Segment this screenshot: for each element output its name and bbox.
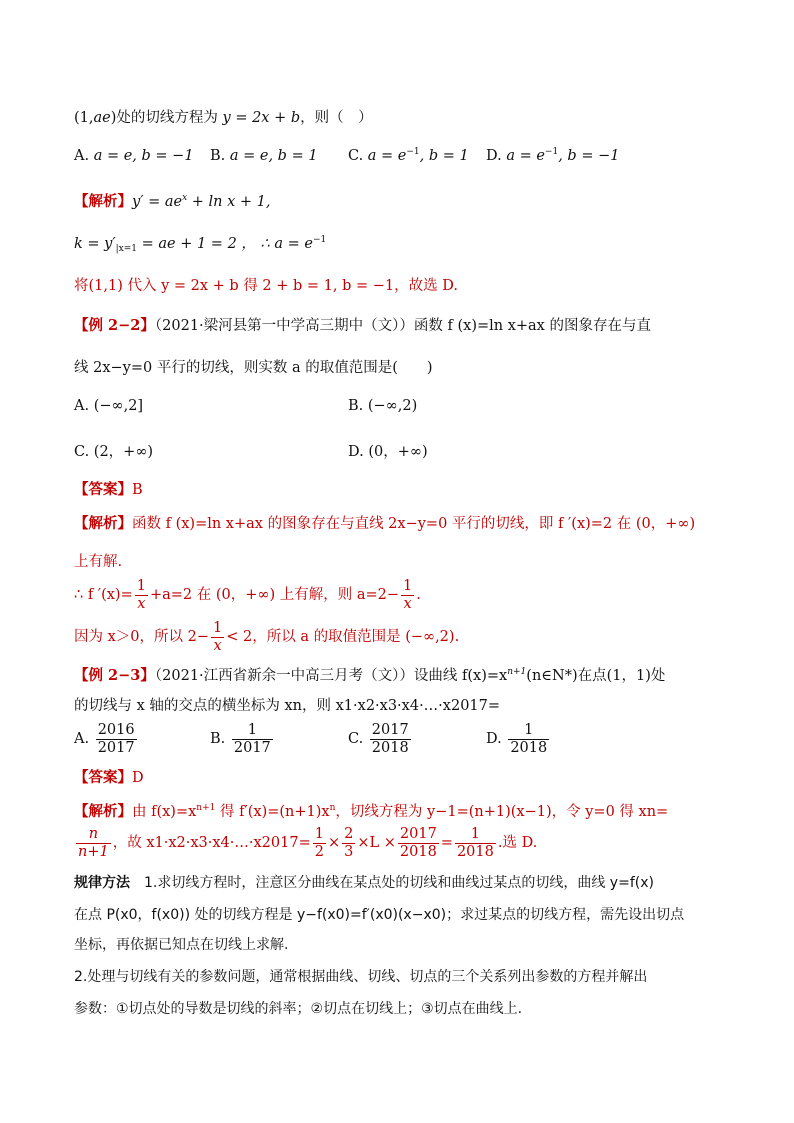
example-2-2-line2: 线 2x−y=0 平行的切线，则实数 a 的取值范围是( ) (74, 360, 433, 376)
ex23-option-d-frac (508, 722, 549, 756)
one-over-x-fraction (135, 578, 148, 612)
derivative-exp: x (182, 193, 188, 203)
option-d-expr: a = e (506, 148, 545, 164)
ex23-option-b (210, 722, 275, 756)
frac-den: 2018 (510, 739, 548, 756)
analysis22-mid: +a=2 在 (0，+∞) 上有解，则 a=2− (149, 587, 400, 604)
frac-den: x (135, 595, 148, 613)
slope-expr: k = y′ (74, 236, 116, 252)
ex23-option-a-label: A. (74, 731, 90, 748)
ex23-option-a-frac (96, 722, 137, 756)
ex22-option-a (74, 398, 143, 414)
ex23-option-c (348, 722, 413, 756)
frac-den: 2018 (399, 843, 437, 860)
point-ae: ae (93, 110, 111, 126)
answer-2-2 (74, 478, 143, 499)
n-over-n-plus-1 (76, 826, 111, 860)
analysis23-mid: 得 f′(x)=(n+1)x (215, 804, 330, 820)
analysis22-text: 函数 f (x)=ln x+ax 的图象存在与直线 2x−y=0 平行的切线，即 f ′(x)=2 在 (0，+∞) (132, 516, 696, 532)
one-over-x-fraction-3 (211, 620, 224, 654)
analysis22-line1 (74, 512, 695, 533)
option-a-expr: a = e, b = −1 (93, 148, 194, 164)
method-line1 (74, 872, 654, 892)
exponent-n: n (329, 803, 336, 813)
option-c-tail: , b = 1 (419, 148, 469, 164)
ex22-option-d-value: (0，+∞) (368, 444, 428, 460)
method-line4: 2.处理与切线有关的参数问题，通常根据曲线、切线、切点的三个关系列出参数的方程并解出 (74, 969, 648, 985)
product-text: ，故 x1·x2·x3·x4·…·x2017= (112, 835, 311, 852)
a-value: ∴ a = e (260, 236, 313, 252)
frac-den: 2017 (233, 739, 271, 756)
option-c-label: C. (348, 148, 364, 164)
one-over-x-fraction-2 (401, 578, 414, 612)
analysis1-line1 (74, 190, 271, 211)
answer-value: B (132, 482, 143, 498)
analysis22-line3 (74, 578, 421, 612)
method-title: 规律方法 (74, 875, 130, 891)
derivative-expr: y′ = ae (132, 194, 183, 210)
analysis23-line2: $\frac{n}{n+1}$ ，故 x1·x2·x3·x4·…·x2017= $\frac{1}{2}$ × $\frac{2}{3}$ ×L × $\frac{2017}{2018}$ = $\frac{1}{2018}$ .选 D. (78, 826, 538, 860)
example-2-3-line1 (74, 664, 665, 685)
option-c (348, 148, 469, 164)
ellipsis-times: ×L × (357, 835, 396, 852)
ex22-option-a-label: A. (74, 398, 90, 414)
slope-sub: |x=1 (115, 244, 138, 254)
option-d-tail: , b = −1 (558, 148, 620, 164)
ex23-option-c-label: C. (348, 731, 364, 748)
frac-2-3 (342, 826, 355, 860)
frac-den: x (401, 595, 414, 613)
analysis23-tail: ，切线方程为 y−1=(n+1)(x−1)，令 y=0 得 xn= (335, 804, 669, 820)
option-a-label: A. (74, 148, 90, 164)
analysis23-text: 由 f(x)=x (132, 804, 197, 820)
example-2-3-tag: 【例 2−3】 (74, 667, 155, 684)
frac-2017-2018 (398, 826, 439, 860)
option-d (486, 148, 619, 164)
analysis22-line4 (74, 620, 459, 654)
analysis23-line1 (74, 800, 668, 821)
ex22-option-b (348, 398, 417, 414)
ex22-option-b-value: (−∞,2) (367, 398, 418, 414)
frac-num: 2017 (399, 826, 437, 842)
frac-num: 2017 (371, 722, 409, 738)
frac-num: 2016 (97, 722, 135, 738)
frac-num: 1 (136, 578, 146, 594)
method-line5: 参数：①切点处的导数是切线的斜率；②切点在切线上；③切点在曲线上. (74, 1001, 523, 1017)
because-text: 因为 x＞0，所以 2− (74, 629, 209, 646)
option-b (210, 148, 318, 164)
derivative-tail: + ln x + 1, (187, 194, 271, 210)
example-2-2-line1 (74, 314, 651, 335)
ex22-option-d (348, 440, 428, 461)
option-c-exp: −1 (406, 147, 420, 157)
method-line2: 在点 P(x0，f(x0)) 处的切线方程是 y−f(x0)=f′(x0)(x−x0)；求过某点的切线方程，需先设出切点 (74, 907, 685, 923)
example-2-3-line2: 的切线与 x 轴的交点的横坐标为 xn，则 x1·x2·x3·x4·…·x2017= (74, 698, 501, 714)
answer-2-3 (74, 766, 144, 787)
example-2-2-tag: 【例 2−2】 (74, 317, 155, 334)
period: . (416, 587, 421, 604)
ex22-option-c-value: (2，+∞) (93, 444, 154, 460)
option-d-exp: −1 (544, 147, 559, 157)
analysis1-line2 (74, 232, 326, 253)
method-line3: 坐标，再依据已知点在切线上求解. (74, 937, 289, 953)
ex23-option-a (74, 722, 139, 756)
answer-value: D (132, 770, 144, 786)
frac-num: 1 (403, 578, 413, 594)
frac-den: 2018 (456, 843, 494, 860)
answer-tag: 【答案】 (74, 769, 132, 786)
example-2-3-tail: (n∈N*)在点(1，1)处 (526, 668, 666, 684)
frac-den: 2018 (371, 739, 409, 756)
analysis-tag: 【解析】 (74, 515, 132, 532)
ex23-option-d-label: D. (486, 731, 502, 748)
frac-num: 1 (470, 826, 481, 842)
ex22-option-c (74, 440, 153, 461)
example-2-3-text: （2021·江西省新余一中高三月考（文））设曲线 f(x)=x (154, 668, 508, 684)
example-2-2-text: （2021·梁河县第一中学高三期中（文））函数 f (x)=ln x+ax 的图象存在与直 (154, 318, 651, 334)
range-text: < 2，所以 a 的取值范围是 (−∞,2). (226, 629, 460, 646)
answer-tag: 【答案】 (74, 481, 132, 498)
frac-1-2 (313, 826, 326, 860)
ex23-option-c-frac (370, 722, 411, 756)
derivative-lhs: ∴ f ′(x)= (74, 587, 133, 604)
frac-num: 1 (314, 826, 324, 842)
frac-num: 1 (524, 722, 534, 738)
ex22-option-a-value: (−∞,2] (93, 398, 144, 414)
frac-den: 3 (344, 843, 354, 860)
frac-num: n (88, 826, 99, 842)
equals: = (440, 835, 453, 852)
exponent: n+1 (507, 667, 527, 677)
ex23-option-b-label: B. (210, 731, 226, 748)
option-b-label: B. (210, 148, 226, 164)
ex22-option-b-label: B. (348, 398, 364, 414)
option-d-label: D. (486, 148, 502, 164)
frac-den: 2017 (97, 739, 135, 756)
ex22-option-c-label: C. (74, 444, 90, 460)
frac-num: 1 (247, 722, 257, 738)
choose-d: .选 D. (497, 835, 538, 852)
frac-num: 2 (344, 826, 354, 842)
method-text-1: 1.求切线方程时，注意区分曲线在某点处的切线和曲线过某点的切线，曲线 y=f(x) (144, 875, 654, 891)
ex23-option-d (486, 722, 551, 756)
frac-den: x (211, 637, 224, 655)
a-exp: −1 (312, 235, 327, 245)
option-c-expr: a = e (367, 148, 407, 164)
frac-den: 2 (314, 843, 324, 860)
frac-num: 1 (213, 620, 223, 636)
analysis1-line3: 将(1,1) 代入 y = 2x + b 得 2 + b = 1, b = −1，故选 D. (74, 278, 458, 294)
line1-tail: ，则（ ） (300, 110, 373, 126)
point-open: (1, (74, 110, 94, 126)
ex22-option-d-label: D. (348, 444, 364, 460)
analysis-tag: 【解析】 (74, 803, 132, 820)
line1-text: )处的切线方程为 (110, 110, 218, 126)
ex23-option-b-frac (232, 722, 273, 756)
analysis22-line2: 上有解. (74, 554, 123, 570)
frac-den: n+1 (78, 843, 109, 860)
frac-1-2018 (455, 826, 496, 860)
option-b-expr: a = e, b = 1 (229, 148, 318, 164)
analysis-tag: 【解析】 (74, 193, 132, 210)
exponent: n+1 (196, 803, 216, 813)
option-a (74, 148, 194, 164)
tangent-equation: y = 2x + b (222, 110, 301, 126)
slope-value: = ae + 1 = 2 ， (137, 236, 256, 252)
question-continuation (74, 106, 373, 127)
